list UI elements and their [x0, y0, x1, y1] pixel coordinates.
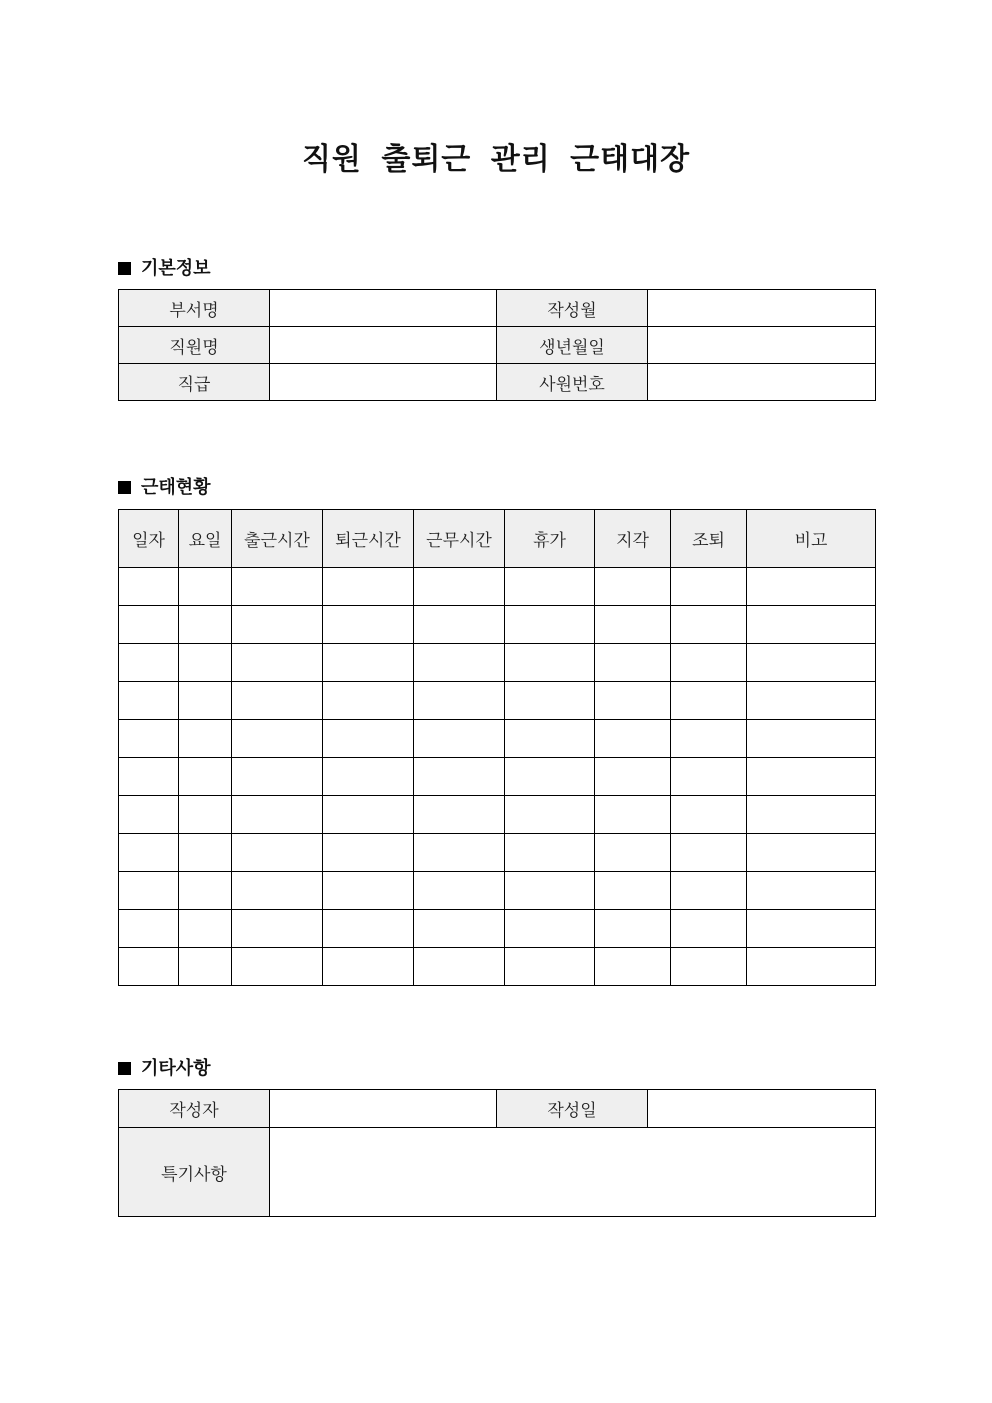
- table-cell[interactable]: [179, 720, 232, 758]
- field-employee-number[interactable]: [648, 364, 876, 401]
- table-cell[interactable]: [323, 910, 414, 948]
- table-row: [119, 327, 876, 364]
- table-cell[interactable]: [595, 834, 671, 872]
- table-cell[interactable]: [119, 606, 179, 644]
- table-cell[interactable]: [179, 910, 232, 948]
- label-employee-number: 사원번호: [497, 364, 648, 401]
- table-cell[interactable]: [747, 758, 876, 796]
- table-cell[interactable]: [119, 834, 179, 872]
- table-cell[interactable]: [505, 796, 595, 834]
- table-cell[interactable]: [232, 644, 323, 682]
- table-row: [119, 568, 876, 606]
- table-row: [119, 872, 876, 910]
- table-cell[interactable]: [505, 720, 595, 758]
- table-cell[interactable]: [119, 568, 179, 606]
- table-row: [119, 720, 876, 758]
- column-header-clock-out: 퇴근시간: [323, 510, 414, 568]
- table-cell[interactable]: [414, 644, 505, 682]
- table-row: [119, 644, 876, 682]
- basic-info-table: [118, 289, 876, 401]
- table-cell[interactable]: [671, 948, 747, 986]
- table-cell[interactable]: [747, 682, 876, 720]
- table-row: [119, 948, 876, 986]
- field-birth-date[interactable]: [648, 327, 876, 364]
- table-row: [119, 758, 876, 796]
- table-cell[interactable]: [323, 682, 414, 720]
- table-cell[interactable]: [671, 568, 747, 606]
- table-cell[interactable]: [414, 872, 505, 910]
- table-cell[interactable]: [747, 910, 876, 948]
- column-header-late: 지각: [595, 510, 671, 568]
- column-header-remarks: 비고: [747, 510, 876, 568]
- table-cell[interactable]: [232, 796, 323, 834]
- table-cell[interactable]: [119, 948, 179, 986]
- table-cell[interactable]: [671, 644, 747, 682]
- table-row: [119, 1090, 876, 1128]
- section-heading-attendance: 근태현황: [118, 473, 211, 499]
- label-notes: 특기사항: [119, 1128, 270, 1217]
- table-cell[interactable]: [323, 606, 414, 644]
- column-header-leave: 휴가: [505, 510, 595, 568]
- table-cell[interactable]: [232, 720, 323, 758]
- table-cell[interactable]: [179, 606, 232, 644]
- table-cell[interactable]: [747, 834, 876, 872]
- table-cell[interactable]: [671, 796, 747, 834]
- table-cell[interactable]: [232, 834, 323, 872]
- table-cell[interactable]: [747, 644, 876, 682]
- field-written-date[interactable]: [648, 1090, 876, 1128]
- table-cell[interactable]: [505, 872, 595, 910]
- table-cell[interactable]: [179, 644, 232, 682]
- table-row: [119, 606, 876, 644]
- table-cell[interactable]: [595, 872, 671, 910]
- table-cell[interactable]: [414, 568, 505, 606]
- column-header-work-hours: 근무시간: [414, 510, 505, 568]
- table-cell[interactable]: [119, 758, 179, 796]
- table-cell[interactable]: [595, 568, 671, 606]
- field-month[interactable]: [648, 290, 876, 327]
- table-cell[interactable]: [119, 682, 179, 720]
- field-employee-name[interactable]: [270, 327, 497, 364]
- table-cell[interactable]: [179, 796, 232, 834]
- table-cell[interactable]: [671, 682, 747, 720]
- label-month: 작성월: [497, 290, 648, 327]
- table-cell[interactable]: [323, 568, 414, 606]
- table-cell[interactable]: [747, 796, 876, 834]
- table-cell[interactable]: [323, 948, 414, 986]
- table-cell[interactable]: [179, 872, 232, 910]
- table-cell[interactable]: [595, 720, 671, 758]
- column-header-weekday: 요일: [179, 510, 232, 568]
- table-cell[interactable]: [595, 644, 671, 682]
- table-cell[interactable]: [119, 720, 179, 758]
- label-department: 부서명: [119, 290, 270, 327]
- table-cell[interactable]: [323, 872, 414, 910]
- table-cell[interactable]: [505, 948, 595, 986]
- table-cell[interactable]: [414, 834, 505, 872]
- table-cell[interactable]: [747, 948, 876, 986]
- section-heading-other: 기타사항: [118, 1054, 211, 1080]
- table-cell[interactable]: [414, 948, 505, 986]
- page-title: 직원 출퇴근 관리 근태대장: [301, 142, 691, 177]
- table-cell[interactable]: [179, 948, 232, 986]
- table-cell[interactable]: [671, 834, 747, 872]
- table-cell[interactable]: [232, 910, 323, 948]
- table-cell[interactable]: [505, 834, 595, 872]
- table-cell[interactable]: [747, 720, 876, 758]
- table-cell[interactable]: [595, 796, 671, 834]
- table-cell[interactable]: [119, 872, 179, 910]
- table-row: [119, 364, 876, 401]
- table-cell[interactable]: [414, 682, 505, 720]
- table-cell[interactable]: [505, 644, 595, 682]
- table-cell[interactable]: [414, 910, 505, 948]
- attendance-table: [118, 509, 876, 986]
- table-cell[interactable]: [595, 606, 671, 644]
- table-cell[interactable]: [179, 568, 232, 606]
- table-cell[interactable]: [671, 758, 747, 796]
- table-cell[interactable]: [232, 948, 323, 986]
- table-row: [119, 796, 876, 834]
- column-header-early-leave: 조퇴: [671, 510, 747, 568]
- table-cell[interactable]: [414, 720, 505, 758]
- table-cell[interactable]: [671, 720, 747, 758]
- table-cell[interactable]: [119, 796, 179, 834]
- table-cell[interactable]: [323, 720, 414, 758]
- table-cell[interactable]: [505, 606, 595, 644]
- field-author[interactable]: [270, 1090, 497, 1128]
- table-cell[interactable]: [595, 948, 671, 986]
- square-bullet-icon: [118, 262, 131, 275]
- table-row: [119, 682, 876, 720]
- table-cell[interactable]: [595, 682, 671, 720]
- field-notes[interactable]: [270, 1128, 876, 1217]
- table-cell[interactable]: [505, 568, 595, 606]
- table-cell[interactable]: [414, 606, 505, 644]
- table-cell[interactable]: [747, 568, 876, 606]
- table-cell[interactable]: [179, 758, 232, 796]
- label-author: 작성자: [119, 1090, 270, 1128]
- table-row: [119, 834, 876, 872]
- table-cell[interactable]: [505, 682, 595, 720]
- label-written-date: 작성일: [497, 1090, 648, 1128]
- table-cell[interactable]: [232, 758, 323, 796]
- square-bullet-icon: [118, 481, 131, 494]
- table-cell[interactable]: [232, 606, 323, 644]
- section-heading-basic-info: 기본정보: [118, 254, 211, 280]
- label-employee-name: 직원명: [119, 327, 270, 364]
- table-cell[interactable]: [747, 872, 876, 910]
- table-cell[interactable]: [747, 606, 876, 644]
- table-cell[interactable]: [232, 872, 323, 910]
- table-cell[interactable]: [671, 606, 747, 644]
- table-row: [119, 290, 876, 327]
- table-cell[interactable]: [595, 758, 671, 796]
- table-cell[interactable]: [414, 796, 505, 834]
- label-birth-date: 생년월일: [497, 327, 648, 364]
- table-header-row: [119, 510, 876, 568]
- table-cell[interactable]: [671, 872, 747, 910]
- table-cell[interactable]: [414, 758, 505, 796]
- column-header-clock-in: 출근시간: [232, 510, 323, 568]
- table-cell[interactable]: [119, 644, 179, 682]
- table-cell[interactable]: [505, 758, 595, 796]
- column-header-date: 일자: [119, 510, 179, 568]
- table-row: [119, 1128, 876, 1217]
- table-cell[interactable]: [119, 910, 179, 948]
- table-cell[interactable]: [323, 758, 414, 796]
- table-cell[interactable]: [232, 568, 323, 606]
- field-department[interactable]: [270, 290, 497, 327]
- table-cell[interactable]: [671, 910, 747, 948]
- table-cell[interactable]: [323, 796, 414, 834]
- table-cell[interactable]: [232, 682, 323, 720]
- label-position: 직급: [119, 364, 270, 401]
- table-row: [119, 910, 876, 948]
- table-cell[interactable]: [595, 910, 671, 948]
- other-info-table: [118, 1089, 876, 1217]
- table-cell[interactable]: [179, 834, 232, 872]
- table-cell[interactable]: [505, 910, 595, 948]
- table-cell[interactable]: [323, 644, 414, 682]
- table-cell[interactable]: [179, 682, 232, 720]
- field-position[interactable]: [270, 364, 497, 401]
- square-bullet-icon: [118, 1062, 131, 1075]
- table-cell[interactable]: [323, 834, 414, 872]
